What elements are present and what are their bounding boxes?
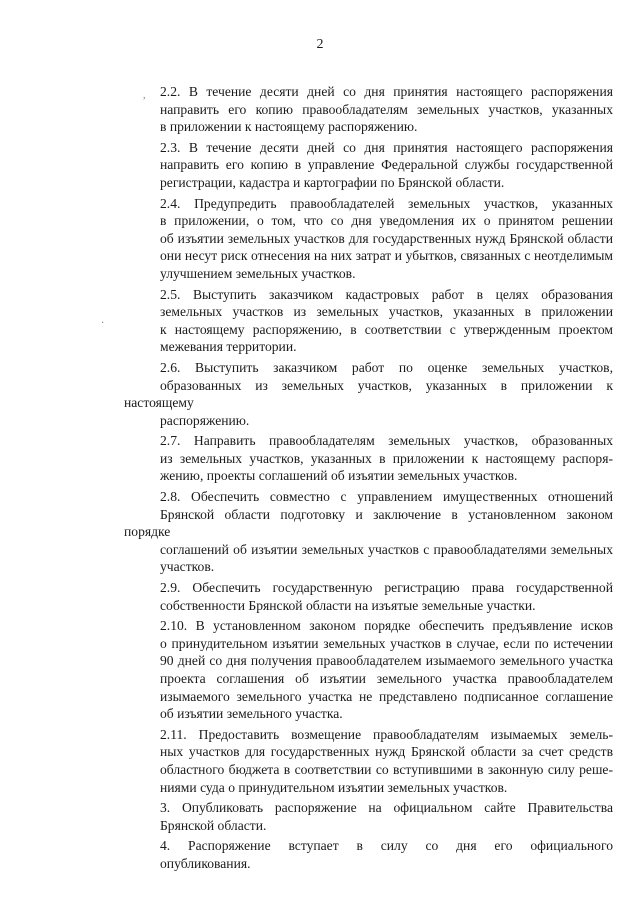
text-line: о принудительном изъятии земельных участков в случае, если по истечении bbox=[160, 635, 613, 651]
text-line: регистрации, кадастра и картографии по Брянской области. bbox=[160, 174, 505, 190]
text-line: 2.5. Выступить заказчиком кадастровых работ в целях образования bbox=[160, 286, 613, 302]
text-line: опубликования. bbox=[160, 855, 251, 871]
text-line: 90 дней со дня получения правообладателем изымаемого земельного участка bbox=[160, 653, 613, 669]
text-line: 2.8. Обеспечить совместно с управлением имущественных отношений bbox=[160, 489, 613, 505]
text-line: изымаемого земельного участка не представлено подписанное соглашение bbox=[160, 688, 613, 704]
paragraph bbox=[124, 488, 613, 576]
paragraph bbox=[124, 617, 613, 723]
paragraph bbox=[124, 359, 613, 429]
text-line: в приложении, о том, что со дня уведомления их о принятом решении bbox=[160, 213, 613, 229]
scan-mark: · bbox=[101, 318, 105, 329]
text-line: жению, проекты соглашений об изъятии земельных участков. bbox=[160, 468, 518, 484]
paragraph bbox=[124, 139, 613, 192]
text-line: 2.2. В течение десяти дней со дня принятия настоящего распоряжения bbox=[160, 84, 613, 99]
text-line: 2.6. Выступить заказчиком работ по оценке земельных участков, bbox=[160, 359, 613, 375]
text-line: об изъятии земельного участка. bbox=[160, 706, 343, 722]
text-line: ных участков для государственных нужд Брянской области за счет средств bbox=[160, 744, 613, 760]
paragraph bbox=[124, 83, 613, 136]
text-line: 2.3. В течение десяти дней со дня принятия настоящего распоряжения bbox=[160, 139, 613, 155]
paragraph bbox=[124, 837, 613, 872]
text-line: направить его копию в управление Федеральной службы государственной bbox=[160, 157, 613, 173]
text-line: распоряжению. bbox=[160, 412, 250, 428]
page-number: 2 bbox=[316, 37, 324, 52]
text-line: межевания территории. bbox=[160, 339, 297, 355]
scan-mark: , bbox=[143, 90, 146, 101]
text-line: 2.7. Направить правообладателям земельных участков, образованных bbox=[160, 433, 613, 449]
document-body bbox=[124, 83, 613, 876]
text-line: из земельных участков, указанных в приложении к настоящему распоря- bbox=[160, 450, 613, 466]
text-line: об изъятии земельных участков для государственных нужд Брянской области bbox=[160, 230, 613, 246]
text-line: ниями суда о принудительном изъятии земельных участков. bbox=[160, 779, 508, 795]
text-line: собственности Брянской области на изъятые земельные участки. bbox=[160, 597, 536, 613]
paragraph bbox=[124, 799, 613, 834]
text-line: образованных из земельных участков, указанных в приложении к настоящему bbox=[124, 377, 613, 411]
paragraph bbox=[124, 195, 613, 283]
text-line: земельных участков из земельных участков, указанных в приложении bbox=[160, 304, 613, 320]
text-line: 2.11. Предоставить возмещение правообладателям изымаемых земель- bbox=[160, 726, 613, 742]
text-line: улучшением земельных участков. bbox=[160, 265, 356, 281]
paragraph bbox=[124, 579, 613, 614]
text-line: Брянской области подготовку и заключение в установленном законом порядке bbox=[124, 506, 613, 540]
paragraph bbox=[124, 432, 613, 485]
paragraph bbox=[124, 286, 613, 356]
text-line: 2.4. Предупредить правообладателей земельных участков, указанных bbox=[160, 195, 613, 211]
text-line: направить его копию правообладателям земельных участков, указанных bbox=[160, 101, 613, 117]
text-line: соглашений об изъятии земельных участков с правообладателями земельных bbox=[160, 541, 613, 557]
text-line: в приложении к настоящему распоряжению. bbox=[160, 119, 418, 135]
text-line: 4. Распоряжение вступает в силу со дня его официального bbox=[160, 838, 613, 854]
text-line: они несут риск отнесения на них затрат и убытков, связанных с неотделимым bbox=[160, 248, 613, 264]
paragraph bbox=[124, 726, 613, 796]
text-line: проекта соглашения об изъятии земельного участка правообладателем bbox=[160, 671, 613, 686]
text-line: 3. Опубликовать распоряжение на официальном сайте Правительства bbox=[160, 800, 613, 816]
text-line: 2.10. В установленном законом порядке обеспечить предъявление исков bbox=[160, 618, 613, 634]
text-line: областного бюджета в соответствии со вступившими в законную силу реше- bbox=[160, 761, 613, 777]
text-line: Брянской области. bbox=[160, 817, 267, 833]
text-line: участков. bbox=[160, 559, 215, 575]
text-line: 2.9. Обеспечить государственную регистрацию права государственной bbox=[160, 580, 613, 596]
text-line: к настоящему распоряжению, в соответствии с утвержденным проектом bbox=[160, 321, 613, 337]
